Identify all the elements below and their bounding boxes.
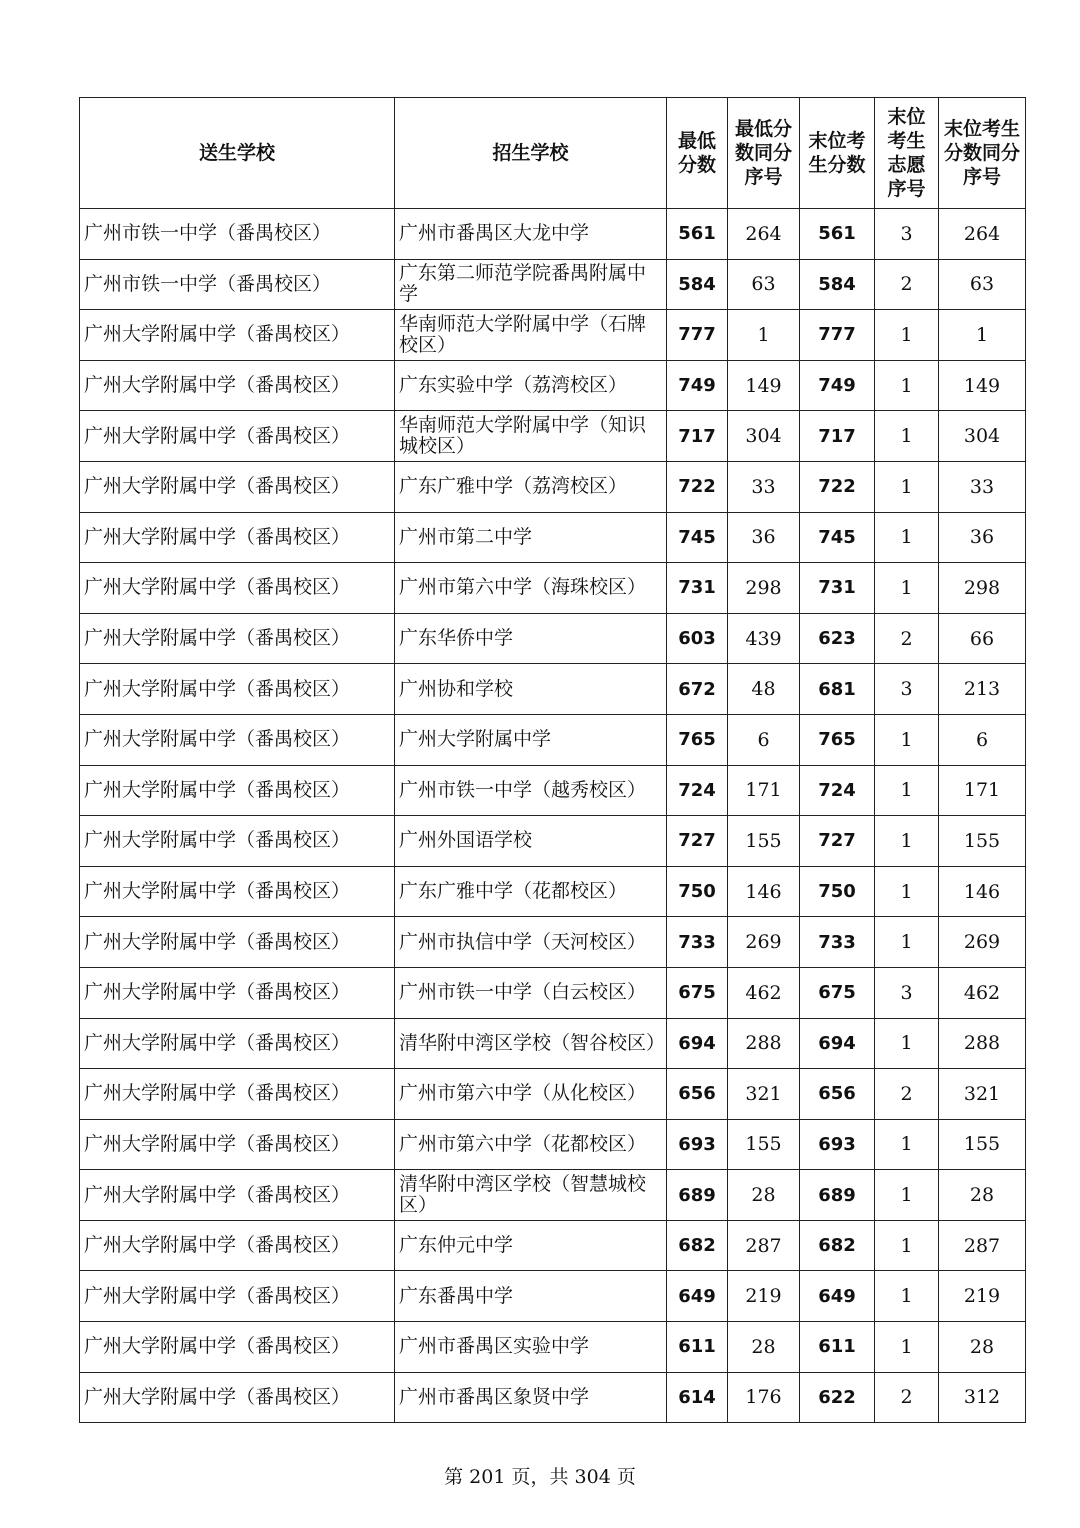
cell-min-score-tie-rank: 176 <box>728 1372 800 1423</box>
cell-last-score: 561 <box>800 209 875 260</box>
cell-last-choice-rank: 2 <box>875 613 939 664</box>
cell-last-score: 750 <box>800 866 875 917</box>
cell-admitting-school: 广州市番禺区象贤中学 <box>395 1372 667 1423</box>
cell-last-score: 727 <box>800 816 875 867</box>
cell-last-score: 733 <box>800 917 875 968</box>
cell-sending-school: 广州大学附属中学（番禺校区） <box>80 1018 395 1069</box>
cell-min-score-tie-rank: 462 <box>728 967 800 1018</box>
cell-last-score-tie-rank: 28 <box>939 1170 1026 1221</box>
cell-last-choice-rank: 1 <box>875 1220 939 1271</box>
table-row <box>80 1170 1026 1221</box>
cell-min-score-tie-rank: 287 <box>728 1220 800 1271</box>
header-sending-school <box>80 98 395 209</box>
cell-min-score: 682 <box>667 1220 728 1271</box>
cell-min-score: 672 <box>667 664 728 715</box>
cell-last-score: 675 <box>800 967 875 1018</box>
table-row <box>80 1069 1026 1120</box>
cell-sending-school: 广州大学附属中学（番禺校区） <box>80 816 395 867</box>
cell-min-score: 749 <box>667 360 728 411</box>
table-row <box>80 1322 1026 1373</box>
cell-sending-school: 广州大学附属中学（番禺校区） <box>80 866 395 917</box>
cell-sending-school: 广州大学附属中学（番禺校区） <box>80 1119 395 1170</box>
cell-last-choice-rank: 3 <box>875 664 939 715</box>
cell-last-score-tie-rank: 149 <box>939 360 1026 411</box>
header-last-score-tie-rank <box>939 98 1026 209</box>
cell-last-choice-rank: 1 <box>875 563 939 614</box>
cell-last-choice-rank: 1 <box>875 512 939 563</box>
cell-last-score-tie-rank: 462 <box>939 967 1026 1018</box>
cell-min-score: 603 <box>667 613 728 664</box>
cell-min-score: 750 <box>667 866 728 917</box>
cell-admitting-school: 广东仲元中学 <box>395 1220 667 1271</box>
cell-last-score-tie-rank: 298 <box>939 563 1026 614</box>
cell-admitting-school: 广州市第六中学（海珠校区） <box>395 563 667 614</box>
header-min-score-label: 最低分数 <box>677 130 716 176</box>
table-row <box>80 1119 1026 1170</box>
cell-sending-school: 广州大学附属中学（番禺校区） <box>80 1372 395 1423</box>
table-row <box>80 512 1026 563</box>
cell-admitting-school: 华南师范大学附属中学（石牌校区） <box>395 310 667 361</box>
cell-min-score-tie-rank: 171 <box>728 765 800 816</box>
cell-min-score: 717 <box>667 411 728 462</box>
cell-min-score: 745 <box>667 512 728 563</box>
cell-sending-school: 广州大学附属中学（番禺校区） <box>80 1271 395 1322</box>
cell-last-score: 693 <box>800 1119 875 1170</box>
cell-last-score-tie-rank: 28 <box>939 1322 1026 1373</box>
admission-table <box>79 97 1026 1423</box>
cell-min-score-tie-rank: 28 <box>728 1170 800 1221</box>
cell-min-score-tie-rank: 6 <box>728 714 800 765</box>
table-row <box>80 411 1026 462</box>
cell-last-score-tie-rank: 33 <box>939 461 1026 512</box>
header-last-choice-rank <box>875 98 939 209</box>
cell-last-score-tie-rank: 66 <box>939 613 1026 664</box>
cell-last-score: 777 <box>800 310 875 361</box>
cell-sending-school: 广州大学附属中学（番禺校区） <box>80 1322 395 1373</box>
cell-min-score: 675 <box>667 967 728 1018</box>
cell-sending-school: 广州大学附属中学（番禺校区） <box>80 917 395 968</box>
table-header <box>80 98 1026 209</box>
table-row <box>80 1220 1026 1271</box>
cell-last-score: 717 <box>800 411 875 462</box>
cell-last-choice-rank: 1 <box>875 461 939 512</box>
cell-last-score: 722 <box>800 461 875 512</box>
table-row <box>80 563 1026 614</box>
cell-last-score: 623 <box>800 613 875 664</box>
cell-admitting-school: 广州市番禺区实验中学 <box>395 1322 667 1373</box>
cell-last-score: 611 <box>800 1322 875 1373</box>
cell-sending-school: 广州大学附属中学（番禺校区） <box>80 1220 395 1271</box>
cell-min-score: 614 <box>667 1372 728 1423</box>
cell-admitting-school: 广东第二师范学院番禺附属中学 <box>395 259 667 310</box>
cell-admitting-school: 广州大学附属中学 <box>395 714 667 765</box>
cell-last-choice-rank: 1 <box>875 310 939 361</box>
cell-min-score: 724 <box>667 765 728 816</box>
cell-min-score-tie-rank: 33 <box>728 461 800 512</box>
cell-min-score: 731 <box>667 563 728 614</box>
cell-sending-school: 广州大学附属中学（番禺校区） <box>80 563 395 614</box>
cell-admitting-school: 清华附中湾区学校（智慧城校区） <box>395 1170 667 1221</box>
cell-sending-school: 广州大学附属中学（番禺校区） <box>80 461 395 512</box>
cell-last-score-tie-rank: 321 <box>939 1069 1026 1120</box>
cell-min-score-tie-rank: 298 <box>728 563 800 614</box>
table-row <box>80 613 1026 664</box>
cell-min-score: 693 <box>667 1119 728 1170</box>
cell-admitting-school: 广州外国语学校 <box>395 816 667 867</box>
cell-min-score: 584 <box>667 259 728 310</box>
table-row <box>80 310 1026 361</box>
cell-sending-school: 广州大学附属中学（番禺校区） <box>80 310 395 361</box>
cell-last-score: 724 <box>800 765 875 816</box>
cell-sending-school: 广州市铁一中学（番禺校区） <box>80 209 395 260</box>
cell-last-choice-rank: 1 <box>875 1271 939 1322</box>
cell-last-score: 765 <box>800 714 875 765</box>
cell-min-score-tie-rank: 155 <box>728 816 800 867</box>
cell-last-score-tie-rank: 63 <box>939 259 1026 310</box>
table-row <box>80 1018 1026 1069</box>
page-footer: 第 201 页，共 304 页 <box>444 1466 636 1488</box>
cell-last-score: 681 <box>800 664 875 715</box>
table-row <box>80 209 1026 260</box>
cell-min-score-tie-rank: 1 <box>728 310 800 361</box>
cell-min-score: 733 <box>667 917 728 968</box>
cell-min-score-tie-rank: 28 <box>728 1322 800 1373</box>
cell-last-score: 689 <box>800 1170 875 1221</box>
cell-min-score-tie-rank: 36 <box>728 512 800 563</box>
cell-last-choice-rank: 1 <box>875 1322 939 1373</box>
table-row <box>80 816 1026 867</box>
cell-min-score: 561 <box>667 209 728 260</box>
table-row <box>80 461 1026 512</box>
header-last-choice-rank-label: 末位考生志愿序号 <box>887 106 926 200</box>
header-row <box>80 98 1026 209</box>
header-admitting-school <box>395 98 667 209</box>
cell-last-choice-rank: 3 <box>875 209 939 260</box>
cell-min-score: 656 <box>667 1069 728 1120</box>
cell-min-score-tie-rank: 264 <box>728 209 800 260</box>
cell-last-score-tie-rank: 304 <box>939 411 1026 462</box>
cell-last-score: 584 <box>800 259 875 310</box>
cell-last-choice-rank: 2 <box>875 259 939 310</box>
cell-min-score: 777 <box>667 310 728 361</box>
table-row <box>80 917 1026 968</box>
cell-sending-school: 广州大学附属中学（番禺校区） <box>80 765 395 816</box>
cell-last-choice-rank: 1 <box>875 917 939 968</box>
cell-min-score-tie-rank: 439 <box>728 613 800 664</box>
cell-sending-school: 广州大学附属中学（番禺校区） <box>80 664 395 715</box>
cell-last-score: 656 <box>800 1069 875 1120</box>
cell-admitting-school: 广州市铁一中学（白云校区） <box>395 967 667 1018</box>
cell-min-score-tie-rank: 48 <box>728 664 800 715</box>
cell-admitting-school: 广东华侨中学 <box>395 613 667 664</box>
table-row <box>80 714 1026 765</box>
cell-admitting-school: 广东番禺中学 <box>395 1271 667 1322</box>
cell-last-score-tie-rank: 36 <box>939 512 1026 563</box>
cell-last-score: 622 <box>800 1372 875 1423</box>
table-body <box>80 209 1026 1423</box>
cell-last-choice-rank: 3 <box>875 967 939 1018</box>
cell-last-score-tie-rank: 287 <box>939 1220 1026 1271</box>
cell-min-score: 722 <box>667 461 728 512</box>
header-last-score-label: 末位考生分数 <box>808 130 866 176</box>
cell-sending-school: 广州大学附属中学（番禺校区） <box>80 1069 395 1120</box>
cell-last-score: 649 <box>800 1271 875 1322</box>
cell-last-score-tie-rank: 269 <box>939 917 1026 968</box>
cell-admitting-school: 广东广雅中学（花都校区） <box>395 866 667 917</box>
table-row <box>80 967 1026 1018</box>
cell-min-score-tie-rank: 146 <box>728 866 800 917</box>
cell-admitting-school: 广州市第六中学（花都校区） <box>395 1119 667 1170</box>
table-row <box>80 1372 1026 1423</box>
cell-last-choice-rank: 2 <box>875 1372 939 1423</box>
cell-last-score: 745 <box>800 512 875 563</box>
cell-last-score: 694 <box>800 1018 875 1069</box>
cell-min-score-tie-rank: 304 <box>728 411 800 462</box>
header-sending-school-label: 送生学校 <box>198 142 275 164</box>
header-admitting-school-label: 招生学校 <box>492 142 569 164</box>
cell-last-score: 682 <box>800 1220 875 1271</box>
cell-min-score-tie-rank: 155 <box>728 1119 800 1170</box>
cell-admitting-school: 广州市执信中学（天河校区） <box>395 917 667 968</box>
cell-sending-school: 广州大学附属中学（番禺校区） <box>80 360 395 411</box>
table-row <box>80 866 1026 917</box>
cell-last-score: 749 <box>800 360 875 411</box>
header-min-score-tie-rank <box>728 98 800 209</box>
cell-admitting-school: 广州协和学校 <box>395 664 667 715</box>
header-last-score-tie-rank-label: 末位考生分数同分序号 <box>943 118 1020 188</box>
cell-min-score: 689 <box>667 1170 728 1221</box>
cell-last-score-tie-rank: 312 <box>939 1372 1026 1423</box>
cell-admitting-school: 广东实验中学（荔湾校区） <box>395 360 667 411</box>
cell-sending-school: 广州大学附属中学（番禺校区） <box>80 613 395 664</box>
cell-min-score-tie-rank: 219 <box>728 1271 800 1322</box>
cell-min-score-tie-rank: 288 <box>728 1018 800 1069</box>
table-row <box>80 259 1026 310</box>
cell-last-score-tie-rank: 264 <box>939 209 1026 260</box>
cell-admitting-school: 清华附中湾区学校（智谷校区） <box>395 1018 667 1069</box>
cell-admitting-school: 广州市铁一中学（越秀校区） <box>395 765 667 816</box>
cell-sending-school: 广州大学附属中学（番禺校区） <box>80 411 395 462</box>
cell-sending-school: 广州大学附属中学（番禺校区） <box>80 967 395 1018</box>
cell-admitting-school: 广州市第六中学（从化校区） <box>395 1069 667 1120</box>
cell-last-score-tie-rank: 1 <box>939 310 1026 361</box>
header-min-score <box>667 98 728 209</box>
cell-last-score-tie-rank: 155 <box>939 816 1026 867</box>
cell-min-score-tie-rank: 269 <box>728 917 800 968</box>
cell-last-choice-rank: 1 <box>875 1170 939 1221</box>
cell-last-choice-rank: 1 <box>875 1018 939 1069</box>
header-min-score-tie-rank-label: 最低分数同分序号 <box>734 118 792 188</box>
cell-min-score: 765 <box>667 714 728 765</box>
cell-last-choice-rank: 1 <box>875 765 939 816</box>
cell-last-choice-rank: 1 <box>875 360 939 411</box>
cell-last-choice-rank: 2 <box>875 1069 939 1120</box>
cell-last-score-tie-rank: 155 <box>939 1119 1026 1170</box>
cell-last-score-tie-rank: 288 <box>939 1018 1026 1069</box>
cell-admitting-school: 广州市第二中学 <box>395 512 667 563</box>
table-row <box>80 360 1026 411</box>
cell-min-score: 611 <box>667 1322 728 1373</box>
cell-min-score-tie-rank: 149 <box>728 360 800 411</box>
cell-admitting-school: 广东广雅中学（荔湾校区） <box>395 461 667 512</box>
cell-last-score: 731 <box>800 563 875 614</box>
cell-min-score: 727 <box>667 816 728 867</box>
cell-min-score: 694 <box>667 1018 728 1069</box>
cell-sending-school: 广州市铁一中学（番禺校区） <box>80 259 395 310</box>
cell-min-score-tie-rank: 321 <box>728 1069 800 1120</box>
header-last-score <box>800 98 875 209</box>
cell-last-choice-rank: 1 <box>875 714 939 765</box>
table-row <box>80 1271 1026 1322</box>
cell-min-score-tie-rank: 63 <box>728 259 800 310</box>
cell-min-score: 649 <box>667 1271 728 1322</box>
cell-last-choice-rank: 1 <box>875 866 939 917</box>
cell-last-choice-rank: 1 <box>875 1119 939 1170</box>
cell-sending-school: 广州大学附属中学（番禺校区） <box>80 512 395 563</box>
cell-sending-school: 广州大学附属中学（番禺校区） <box>80 1170 395 1221</box>
cell-admitting-school: 华南师范大学附属中学（知识城校区） <box>395 411 667 462</box>
cell-sending-school: 广州大学附属中学（番禺校区） <box>80 714 395 765</box>
cell-last-score-tie-rank: 6 <box>939 714 1026 765</box>
cell-last-score-tie-rank: 171 <box>939 765 1026 816</box>
cell-last-choice-rank: 1 <box>875 411 939 462</box>
table-row <box>80 765 1026 816</box>
cell-last-score-tie-rank: 219 <box>939 1271 1026 1322</box>
cell-last-score-tie-rank: 146 <box>939 866 1026 917</box>
cell-admitting-school: 广州市番禺区大龙中学 <box>395 209 667 260</box>
cell-last-score-tie-rank: 213 <box>939 664 1026 715</box>
cell-last-choice-rank: 1 <box>875 816 939 867</box>
table-row <box>80 664 1026 715</box>
